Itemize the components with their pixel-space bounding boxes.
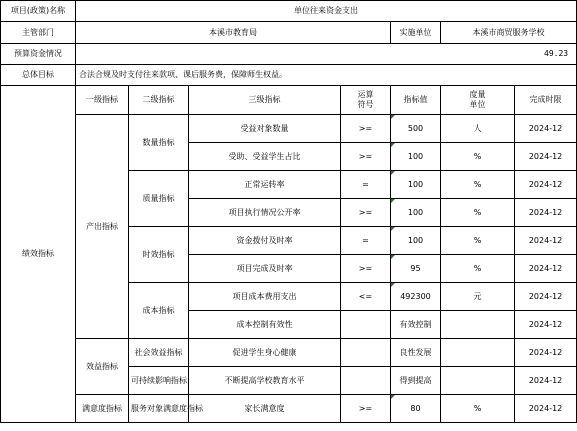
indicator-deadline: 2024-12 [515,115,577,143]
group-quantity: 数量指标 [129,115,189,171]
indicator-unit: % [441,227,515,255]
indicator-operator [341,339,391,367]
table-row [1,115,577,143]
header-deadline: 完成时限 [515,86,577,115]
indicator-operator: = [341,171,391,199]
group-output: 产出指标 [76,115,129,339]
indicator-name: 项目完成及时率 [189,255,341,283]
indicator-unit: % [441,255,515,283]
header-operator-text: 运算 符号 [357,90,374,109]
group-social: 社会效益指标 [129,339,189,367]
indicator-operator [341,367,391,395]
table-row [1,395,577,423]
indicator-unit: % [441,143,515,171]
group-quality: 质量指标 [129,171,189,227]
indicator-deadline: 2024-12 [515,339,577,367]
indicator-name: 成本控制有效性 [189,311,341,339]
indicator-deadline: 2024-12 [515,227,577,255]
indicator-operator: >= [341,199,391,227]
indicator-name: 不断提高学校教育水平 [189,367,341,395]
indicator-deadline: 2024-12 [515,199,577,227]
indicator-name: 项目执行情况公开率 [189,199,341,227]
budget-label: 预算资金情况 [1,44,76,65]
indicator-operator: >= [341,255,391,283]
group-benefit: 效益指标 [76,339,129,395]
indicator-deadline: 2024-12 [515,143,577,171]
indicator-value: 100 [391,171,441,199]
group-timeliness: 时效指标 [129,227,189,283]
header-operator [341,86,391,115]
row-goal [1,65,577,86]
project-name-value: 单位往来资金支出 [76,1,577,22]
indicator-name: 资金拨付及时率 [189,227,341,255]
group-service: 服务对象满意度指标 [129,395,189,423]
indicator-deadline: 2024-12 [515,395,577,423]
indicator-value: 100 [391,143,441,171]
indicator-name: 家长满意度 [189,395,341,423]
indicator-operator: <= [341,283,391,311]
indicator-operator: >= [341,115,391,143]
indicator-value: 500 [391,115,441,143]
indicator-value: 得到提高 [391,367,441,395]
group-cost: 成本指标 [129,283,189,339]
indicator-operator: >= [341,143,391,171]
table-row [1,339,577,367]
indicator-unit [441,367,515,395]
header-level2: 二级指标 [129,86,189,115]
indicator-deadline: 2024-12 [515,367,577,395]
indicator-value: 良性发展 [391,339,441,367]
header-level1: 一级指标 [76,86,129,115]
indicator-deadline: 2024-12 [515,171,577,199]
impl-unit-value: 本溪市商贸服务学校 [441,22,577,44]
dept-value: 本溪市教育局 [76,22,391,44]
goal-label: 总体目标 [1,65,76,86]
group-sustain: 可持续影响指标 [129,367,189,395]
indicator-name: 受助、受益学生占比 [189,143,341,171]
indicator-unit [441,311,515,339]
impl-unit-label: 实施单位 [391,22,441,44]
indicator-value: 80 [391,395,441,423]
indicator-operator: >= [341,395,391,423]
indicator-name: 项目成本费用支出 [189,283,341,311]
indicator-unit: 元 [441,283,515,311]
indicator-value: 100 [391,199,441,227]
row-perf-header [1,86,577,115]
row-project [1,1,577,22]
header-level3: 三级指标 [189,86,341,115]
group-satisfaction: 满意度指标 [76,395,129,423]
indicator-value: 有效控制 [391,311,441,339]
indicator-name: 受益对象数量 [189,115,341,143]
indicator-unit: % [441,171,515,199]
indicator-unit: % [441,199,515,227]
indicator-name: 促进学生身心健康 [189,339,341,367]
dept-label: 主管部门 [1,22,76,44]
goal-value: 合法合规及时支付往来款项、课后服务费，保障师生权益。 [76,65,577,86]
perf-label: 绩效指标 [1,86,76,423]
row-dept [1,22,577,44]
indicator-value: 100 [391,227,441,255]
indicator-value: 95 [391,255,441,283]
header-value: 指标值 [391,86,441,115]
header-unit [441,86,515,115]
row-budget [1,44,577,65]
indicator-unit: % [441,395,515,423]
header-unit-text: 度量 单位 [469,90,486,109]
indicator-name: 正常运转率 [189,171,341,199]
indicator-deadline: 2024-12 [515,255,577,283]
indicator-unit [441,339,515,367]
indicator-operator [341,311,391,339]
indicator-value: 492300 [391,283,441,311]
indicator-operator: = [341,227,391,255]
project-name-label: 项目(政策)名称 [1,1,76,22]
indicator-deadline: 2024-12 [515,283,577,311]
indicator-deadline: 2024-12 [515,311,577,339]
budget-value: 49.23 [76,44,577,65]
indicator-unit: 人 [441,115,515,143]
